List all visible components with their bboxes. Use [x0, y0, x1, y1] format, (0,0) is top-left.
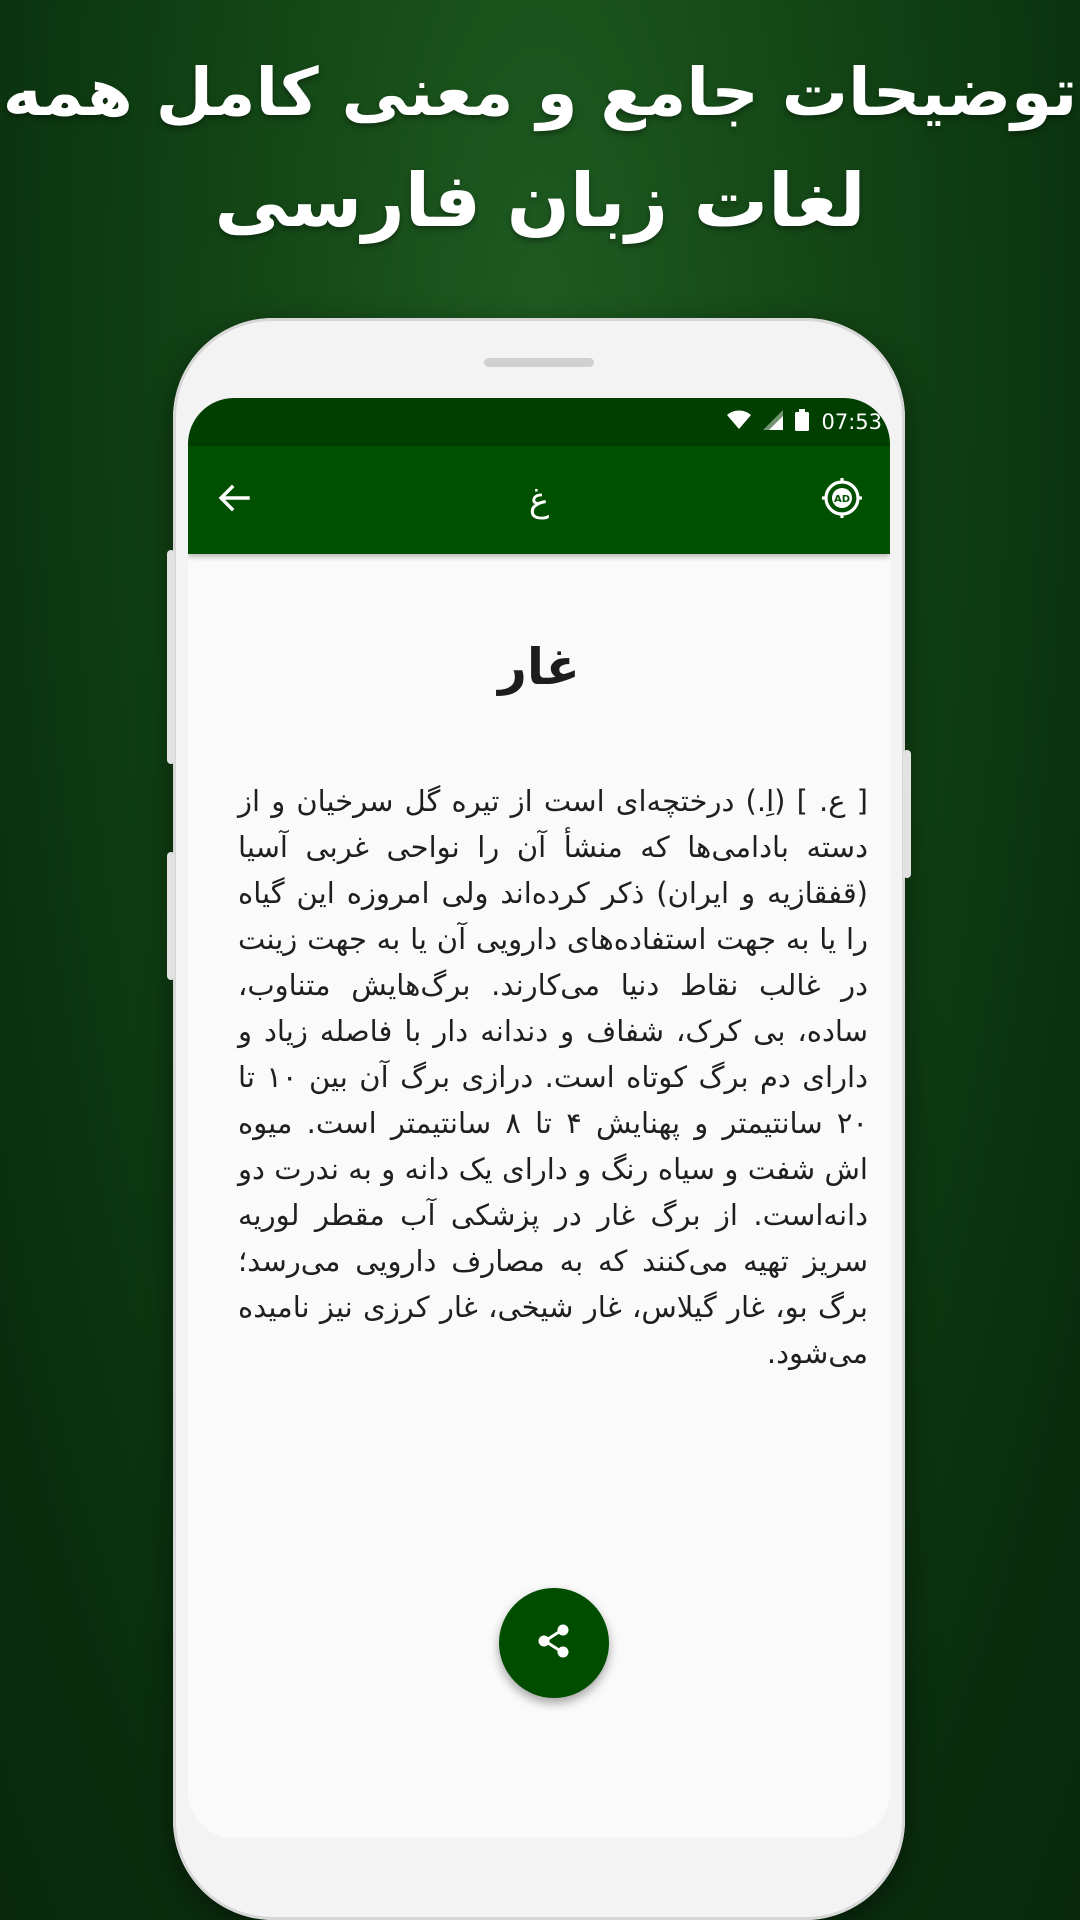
- status-time: 07:53: [821, 410, 882, 434]
- wifi-icon: [727, 410, 751, 434]
- share-icon: [534, 1621, 574, 1665]
- promo-headline-line1: توضیحات جامع و معنی کامل همه: [2, 54, 1078, 131]
- phone-side-button-left-top: [167, 550, 175, 764]
- signal-icon: [763, 410, 783, 434]
- phone-side-button-right: [903, 750, 911, 878]
- ad-target-icon: [821, 477, 863, 523]
- back-button[interactable]: [210, 476, 258, 524]
- promo-headline-line2: لغات زبان فارسی: [214, 158, 866, 244]
- arrow-left-icon: [216, 480, 252, 520]
- ad-button[interactable]: [820, 478, 864, 522]
- status-bar: [188, 398, 890, 446]
- entry-definition: [ ع. ] (اِ.) درختچه‌ای است از تیره گل سرخیان و از دسته بادامی‌ها که منشأ آن را نواحی غربی آسیا (قفقازیه و ایران) ذکر کرده‌اند ولی امروزه این گیاه را یا به جهت استفاده‌های دارویی آن یا به جهت زینت در غالب نقاط دنیا می‌کارند. برگ‌هایش متناوب، ساده، بی کرک، شفاف و دندانه دار با فاصله زیاد و دارای دم برگ کوتاه است. درازی برگ آن بین ۱۰ تا ۲۰ سانتیمتر و پهنایش ۴ تا ۸ سانتیمتر است. میوه اش شفت و سیاه رنگ و دارای یک دانه و به ندرت دو دانه‌است. از برگ غار در پزشکی آب مقطر لوریه سریز تهیه می‌کنند که به مصارف دارویی می‌رسد؛ برگ بو، غار گیلاس، غار شیخی، غار کرزی نیز نامیده می‌شود.: [238, 784, 869, 1370]
- app-screen: [188, 398, 890, 1838]
- app-bar: [188, 446, 890, 554]
- battery-icon: [795, 409, 809, 435]
- entry-word: غار: [498, 638, 580, 696]
- share-button[interactable]: [499, 1588, 609, 1698]
- app-bar-title: غ: [528, 480, 550, 520]
- status-indicators: [727, 398, 882, 446]
- phone-side-button-left-bottom: [167, 852, 175, 980]
- phone-speaker: [484, 358, 594, 367]
- svg-text:AD: AD: [833, 494, 851, 505]
- promo-headline: [0, 45, 1080, 261]
- phone-frame: [173, 318, 905, 1920]
